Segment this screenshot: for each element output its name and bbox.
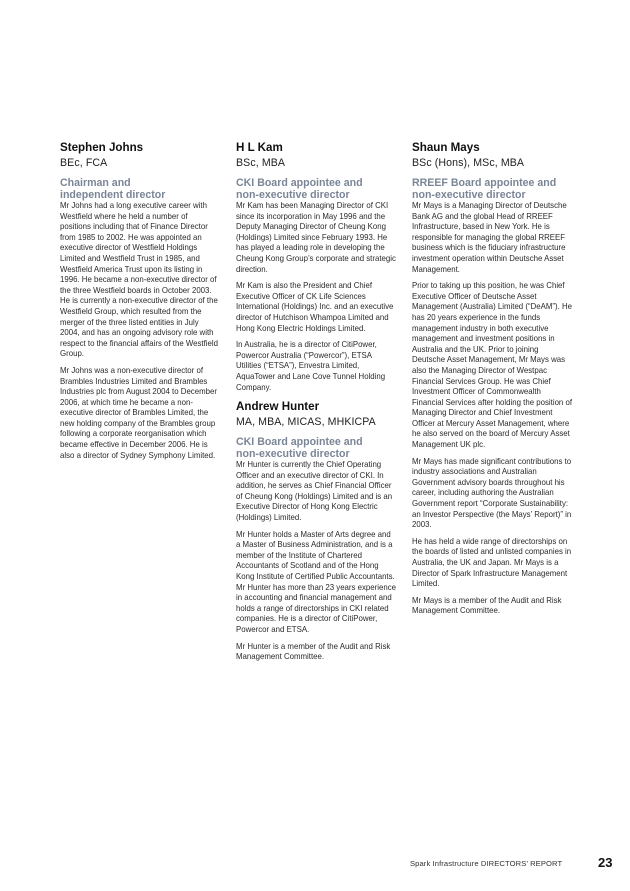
bio-paragraph: Mr Hunter holds a Master of Arts degree and a Master of Business Administration, and is a member of the Institute of Chartered Accountants of Scotland and of the Hong Kong Institute of Certified Public Accountants. Mr Hunter has more than 23 years experience in accounting and financial management and holds a range of directorships in CKI related companies. He is a director of CitiPower, Powercor and ETSA.: [236, 529, 397, 634]
director-role-line: Chairman and: [60, 177, 131, 189]
director-name: Andrew Hunter: [236, 400, 320, 414]
bio-paragraph: Mr Kam is also the President and Chief Executive Officer of CK Life Sciences International (Holdings) Inc. and an executive director of Hutchison Whampoa Limited and Hong Kong Electric Holdings Limited.: [236, 281, 394, 333]
page-number: 23: [598, 855, 613, 870]
director-qualifications: BEc, FCA: [60, 157, 108, 169]
director-profile: [236, 400, 396, 663]
bio-paragraph: Mr Kam has been Managing Director of CKI since its incorporation in May 1996 and the Deputy Managing Director of Cheung Kong (Holdings) Limited since February 1993. He has played a leading role in developing the Cheung Kong Group’s corporate and strategic direction.: [236, 201, 396, 274]
director-qualifications: BSc (Hons), MSc, MBA: [412, 157, 525, 169]
director-role-line: CKI Board appointee and: [236, 436, 363, 449]
director-profile: [60, 141, 220, 461]
director-name: H L Kam: [236, 141, 283, 154]
director-role: [236, 177, 396, 201]
director-role: [236, 436, 396, 460]
director-role-line: CKI Board appointee and: [236, 177, 363, 189]
bio-paragraph: In Australia, he is a director of CitiPower, Powercor Australia (“Powercor”), ETSA Utilities (“ETSA”), Envestra Limited, AquaTower and Lane Cove Tunnel Holding Company.: [236, 340, 386, 392]
column-2: [236, 141, 396, 663]
director-qualifications: BSc, MBA: [236, 157, 286, 169]
page-footer: [380, 855, 620, 873]
director-name: Shaun Mays: [412, 141, 480, 154]
director-name: Stephen Johns: [60, 141, 144, 154]
bio-paragraph: Mr Hunter is a member of the Audit and Risk Management Committee.: [236, 641, 391, 662]
bio-paragraph: Mr Johns was a non-executive director of Brambles Industries Limited and Brambles Industries plc from August 2004 to December 2006, at which time he became a non-executive director of Brambles Limited, the new holding company of the Brambles group following a corporate reorganisation which became effective in December 2006. He is also a director of Sydney Symphony Limited.: [60, 365, 217, 460]
bio-paragraph: Mr Mays has made significant contributions to industry associations and Australian Government advisory boards throughout his career, including authoring the Australian Government report “Corporate Sustainability: an Investor Perspective (the Mays’ Report)” in 2003.: [412, 456, 572, 530]
bio-paragraph: He has held a wide range of directorships on the boards of listed and unlisted companies in Australia, the UK and Japan. Mr Mays is a Director of Spark Infrastructure Management Limited.: [412, 536, 572, 589]
director-profile: [412, 141, 572, 617]
bio-paragraph: Prior to taking up this position, he was Chief Executive Officer of Deutsche Asset Management (Australia) Limited (“DeAM”). He has 20 years experience in the funds management industry in both executive management and investment positions in Australia and the UK. Prior to joining Deutsche Asset Management, Mr Mays was also the Managing Director of Westpac Financial Services Group. He was Chief Investment Officer of Commonwealth Financial Services after holding the position of Managing Director and Chief Investment Officer at Mercury Asset Management, where he also served on the board of Mercury Asset Management UK plc.: [412, 281, 573, 450]
director-role-line: non-executive director: [412, 189, 526, 201]
bio-paragraph: Mr Mays is a member of the Audit and Risk Management Committee.: [412, 595, 562, 616]
director-role: [412, 177, 572, 201]
footer-report-title: Spark Infrastructure DIRECTORS’ REPORT: [410, 859, 563, 868]
bio-paragraph: Mr Mays is a Managing Director of Deutsche Bank AG and the global Head of RREEF Infrastructure, based in New York. He is responsible for managing the global RREEF business which is the fiduciary infrastructure investment operation within Deutsche Asset Management.: [412, 201, 567, 274]
director-profile: [236, 141, 396, 393]
bio-paragraph: Mr Hunter is currently the Chief Operating Officer and an executive director of CKI. In addition, he serves as Chief Financial Officer of Cheung Kong (Holdings) Limited and is an Executive Director of Hong Kong Electric (Holdings) Limited.: [236, 460, 393, 523]
column-1: [60, 141, 220, 461]
column-3: [412, 141, 572, 617]
director-role-line: independent director: [60, 189, 166, 201]
director-qualifications: MA, MBA, MICAS, MHKICPA: [236, 416, 376, 429]
director-role-line: RREEF Board appointee and: [412, 177, 557, 189]
director-role-line: non-executive director: [236, 189, 350, 201]
director-role-line: non-executive director: [236, 448, 350, 461]
director-role: [60, 177, 220, 201]
bio-paragraph: Mr Johns had a long executive career with Westfield where he held a number of positions including that of Finance Director from 1985 to 2002. He was appointed an executive director of Westfield Holdings Limited and Westfield Trust in 1985, and Westfield America Trust upon its listing in 1996. He became a non-executive director of the three Westfield boards in October 2003. He is currently a non-executive director of the Westfield Group, which resulted from the merger of the three listed entities in July 2004, and has an ongoing advisory role with respect to the financial affairs of the Westfield Group.: [60, 201, 218, 359]
